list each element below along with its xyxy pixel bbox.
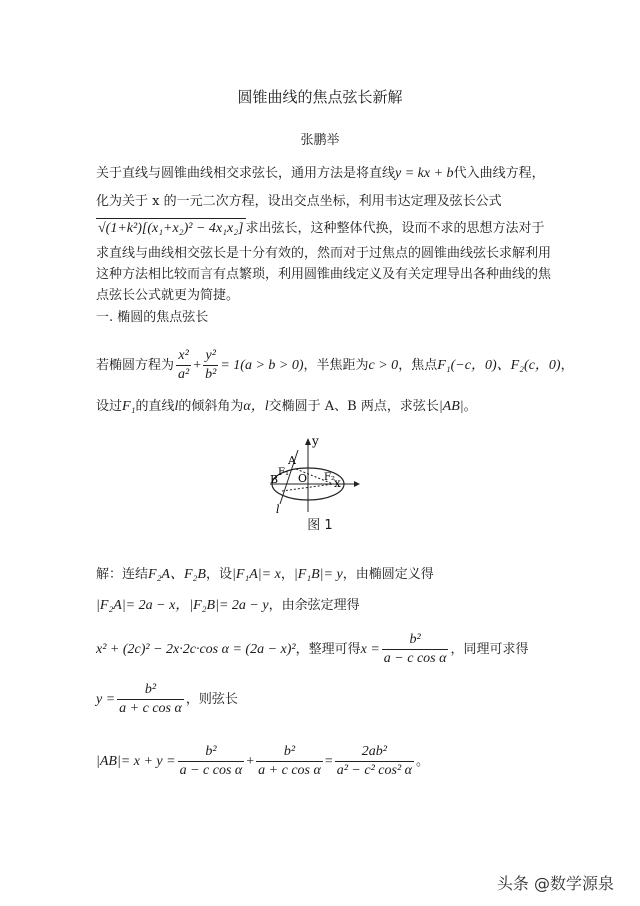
y-equals: y = [96, 692, 116, 707]
fraction-numerator: b² [256, 743, 323, 762]
setup-text: 的直线 [135, 399, 175, 414]
line-l: l [174, 399, 179, 414]
plus-sign: + [193, 358, 202, 373]
fraction-numerator: y² [203, 347, 218, 366]
solution-text: ，则弦长 [185, 692, 238, 707]
axis-label-y: y [312, 436, 319, 448]
ab-sum: |AB|= x + y = [96, 754, 176, 769]
point-label-b: B [270, 473, 279, 486]
solution-text: 解：连结 [96, 567, 149, 582]
fraction-denominator: a + c cos α [258, 763, 321, 778]
watermark: 头条 @数学源泉 [496, 874, 614, 893]
cosine-law-equation: x² + (2c)² − 2x·2c·cos α = (2a − x)² [96, 642, 296, 657]
f1a-equals-x: |F₁A|= x [231, 567, 281, 582]
line-label-l: l [276, 503, 280, 516]
fraction-denominator: a² − c² cos² α [336, 763, 412, 778]
chord-ab: |AB| [438, 399, 464, 414]
fraction-numerator: b² [117, 681, 184, 700]
intro-line-1 [96, 164, 545, 184]
fraction-numerator: b² [178, 743, 245, 762]
segments-f2a-f2b: F₂A、F₂B [148, 567, 206, 582]
foci-coordinates: F₁(−c，0)、F₂(c，0) [437, 358, 561, 373]
axis-label-x: x [334, 476, 341, 490]
setup-text: 若椭圆方程为 [96, 358, 175, 373]
angle-alpha: α，l [243, 399, 269, 414]
solution-text: ，整理可得 [295, 642, 361, 657]
fraction-denominator: a + c cos α [119, 701, 182, 716]
y-axis-arrow [305, 438, 311, 445]
setup-text: 设过 [96, 399, 123, 414]
setup-text: 的倾斜角为 [178, 399, 244, 414]
fraction-denominator: b² [205, 367, 217, 382]
ellipse-figure [262, 436, 372, 518]
solution-line-5 [96, 742, 429, 782]
f1b-equals-y: |F₁B|= y [293, 567, 343, 582]
solution-text: 。 [416, 754, 430, 769]
solution-text: ， [280, 567, 294, 582]
focus-f1: F₁ [122, 399, 136, 414]
fraction-term-1 [178, 743, 245, 780]
c-condition: c > 0 [368, 358, 399, 373]
point-label-f2: F₂ [324, 472, 335, 483]
intro-text: 关于直线与圆锥曲线相交求弦长，通用方法是将直线 [96, 166, 396, 181]
ellipse-setup-line-2 [96, 397, 477, 417]
fraction-numerator: b² [382, 631, 449, 650]
x-axis-arrow [354, 481, 360, 487]
intro-line-4: 求直线与曲线相交弦长是十分有效的，然而对于过焦点的圆锥曲线弦长求解利用 [96, 246, 552, 261]
setup-text: 。 [463, 399, 477, 414]
intro-text: 代入曲线方程， [453, 166, 545, 181]
fraction-x-result [382, 631, 449, 668]
intro-text: 求出弦长，这种整体代换，设而不求的思想方法对于 [245, 221, 545, 236]
solution-text: ，设 [205, 567, 232, 582]
intro-line-6: 点弦长公式就更为简捷。 [96, 288, 240, 303]
x-equals: x = [360, 642, 380, 657]
intro-line-5: 这种方法相比较而言有点繁琐，利用圆锥曲线定义及有关定理导出各种曲线的焦 [96, 267, 552, 282]
intro-line-3 [96, 218, 545, 239]
solution-line-4 [96, 680, 238, 720]
solution-text: ，由余弦定理得 [268, 598, 360, 613]
intro-line-2: 化为关于 x 的一元二次方程，设出交点坐标，利用韦达定理及弦长公式 [96, 194, 502, 209]
fraction-term-2 [256, 743, 323, 780]
solution-text: ，由椭圆定义得 [342, 567, 434, 582]
fraction-denominator: a² [178, 367, 190, 382]
ellipse-setup-line-1 [96, 346, 574, 386]
fraction-denominator: a − c cos α [179, 763, 243, 778]
fraction-y-result [117, 681, 184, 718]
fraction-y2-b2 [203, 347, 218, 384]
solution-line-3 [96, 630, 528, 670]
page-title: 圆锥曲线的焦点弦长新解 [237, 88, 403, 106]
equals-sign: = [324, 754, 333, 769]
setup-text: ，半焦距为 [303, 358, 369, 373]
setup-text: ， [560, 358, 574, 373]
point-label-o: O [298, 472, 308, 485]
fraction-denominator: a − c cos α [383, 651, 447, 666]
point-label-f1: F₁ [278, 467, 289, 478]
point-label-a: A [288, 454, 296, 467]
line-equation: y = kx + b [395, 166, 454, 181]
setup-text: ，焦点 [398, 358, 438, 373]
author: 张鹏举 [300, 133, 340, 148]
setup-text: 交椭圆于 A、B 两点，求弦长 [268, 399, 439, 414]
solution-line-1 [96, 565, 434, 585]
fraction-numerator: x² [176, 347, 191, 366]
figure-caption: 图 1 [307, 518, 333, 533]
fraction-final-result [335, 743, 414, 780]
fraction-numerator: 2ab² [335, 743, 414, 762]
solution-text: ，同理可求得 [450, 642, 529, 657]
chord-length-formula: √(1+k²)[(x₁+x₂)² − 4x₁x₂] [96, 218, 246, 239]
solution-line-2 [96, 596, 360, 616]
section-heading: 一. 椭圆的焦点弦长 [96, 310, 209, 325]
fraction-x2-a2 [176, 347, 191, 384]
ellipse-condition: = 1(a > b > 0) [220, 358, 304, 373]
ellipse-definition-equations: |F₂A|= 2a − x，|F₂B|= 2a − y [96, 598, 269, 613]
plus-sign: + [246, 754, 255, 769]
